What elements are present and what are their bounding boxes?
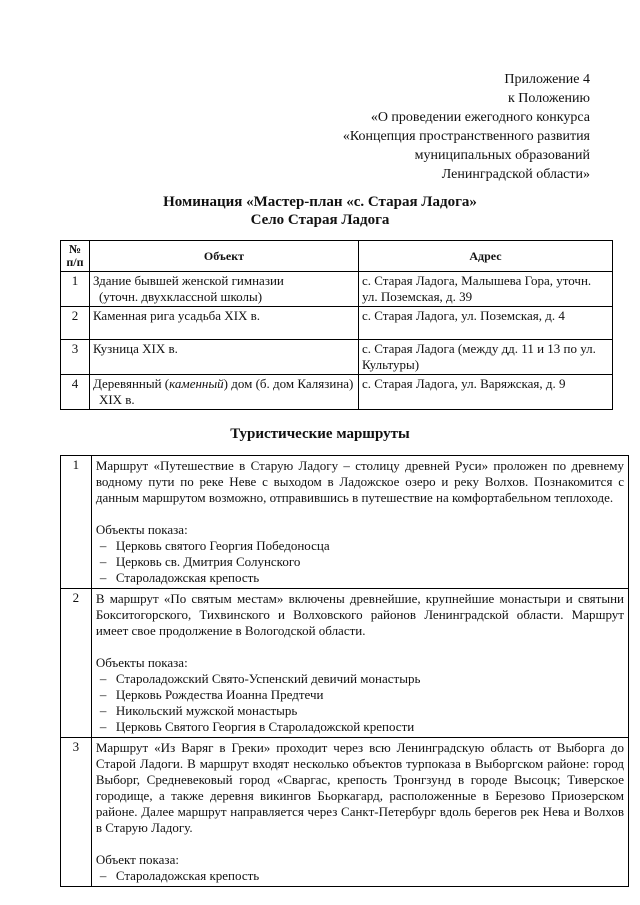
list-item-text: Церковь Святого Георгия в Староладожской крепости bbox=[115, 719, 415, 734]
route-objects-list bbox=[96, 538, 624, 586]
route-description: Маршрут «Путешествие в Старую Ладогу – столицу древней Руси» проложен по древнему водному пути по реке Неве с выходом в Ладожское озеро и реку Волхов. Познакомится с данным маршрутом возможно, отправившись в путешествие на комфортабельном теплоходе. bbox=[95, 458, 624, 505]
appendix-line: Ленинградской области» bbox=[441, 167, 590, 182]
appendix-header bbox=[343, 70, 590, 184]
dash-bullet: – bbox=[99, 687, 107, 702]
appendix-line: «О проведении ежегодного конкурса bbox=[370, 110, 590, 125]
list-item-text: Староладожская крепость bbox=[115, 570, 260, 585]
list-item bbox=[96, 554, 624, 570]
list-item-text: Никольский мужской монастырь bbox=[115, 703, 298, 718]
appendix-line: к Положению bbox=[507, 91, 590, 106]
routes-table bbox=[60, 455, 629, 887]
route-content bbox=[91, 738, 628, 887]
object-name: Здание бывшей женской гимназии bbox=[92, 273, 284, 288]
list-item bbox=[96, 703, 624, 719]
appendix-line: муниципальных образований bbox=[414, 148, 590, 163]
row-num: 2 bbox=[61, 307, 90, 340]
nomination-title: Номинация «Мастер-план «с. Старая Ладога» bbox=[163, 194, 477, 210]
route-content bbox=[91, 456, 628, 589]
object-name: Деревянный (каменный) дом (б. дом Калязина) bbox=[92, 376, 354, 391]
dash-bullet: – bbox=[99, 570, 107, 585]
list-item bbox=[96, 538, 624, 554]
header-address: Адрес bbox=[358, 241, 612, 272]
route-objects-label: Объекты показа: bbox=[95, 522, 188, 537]
list-item-text: Церковь святого Георгия Победоносца bbox=[115, 538, 330, 553]
row-object bbox=[89, 272, 358, 307]
list-item bbox=[96, 719, 624, 735]
objects-table bbox=[60, 240, 613, 410]
dash-bullet: – bbox=[99, 538, 107, 553]
list-item bbox=[96, 687, 624, 703]
dash-bullet: – bbox=[99, 671, 107, 686]
route-num: 1 bbox=[61, 456, 92, 589]
object-note: XIX в. bbox=[98, 392, 135, 407]
route-row bbox=[61, 456, 629, 589]
object-note: (уточн. двухклассной школы) bbox=[98, 289, 263, 304]
route-row bbox=[61, 738, 629, 887]
list-item-text: Церковь Рождества Иоанна Предтечи bbox=[115, 687, 324, 702]
row-num: 1 bbox=[61, 272, 90, 307]
village-title: Село Старая Ладога bbox=[250, 212, 390, 228]
route-num: 2 bbox=[61, 589, 92, 738]
row-num: 3 bbox=[61, 340, 90, 375]
route-content bbox=[91, 589, 628, 738]
dash-bullet: – bbox=[99, 868, 107, 883]
route-description: В маршрут «По святым местам» включены древнейшие, крупнейшие монастыри и святыни Бокситогорского, Тихвинского и Волховского районов Ленинградской области. Маршрут имеет свое продолжение в Вологодской области. bbox=[95, 591, 624, 638]
row-address: с. Старая Ладога, Малышева Гора, уточн. ул. Поземская, д. 39 bbox=[358, 272, 612, 307]
table-row bbox=[61, 272, 613, 307]
route-description: Маршрут «Из Варяг в Греки» проходит через всю Ленинградскую область от Выборга до Старой Ладоги. В маршрут входят несколько объектов турпоказа в Выборгском районе: город Выборг, Средневековый город «Свaргас, крепость Тронгзунд в городе Высоцк; Тиверское городище, а также деревня викингов Бьоркагард, расположенные в Березово Приозерском районе. Далее маршрут направляется через Санкт-Петербург вдоль берегов рек Нева и Волхов в Старую Ладогу. bbox=[95, 740, 624, 835]
table-row bbox=[61, 307, 613, 340]
table-row bbox=[61, 340, 613, 375]
list-item-text: Староладожский Свято-Успенский девичий монастырь bbox=[115, 671, 421, 686]
dash-bullet: – bbox=[99, 703, 107, 718]
row-object bbox=[89, 340, 358, 375]
row-object bbox=[89, 375, 358, 410]
list-item bbox=[96, 868, 624, 884]
list-item bbox=[96, 671, 624, 687]
route-num: 3 bbox=[61, 738, 92, 887]
list-item bbox=[96, 570, 624, 586]
table-row bbox=[61, 375, 613, 410]
object-name-italic: каменный bbox=[169, 376, 224, 391]
route-objects-list bbox=[96, 868, 624, 884]
dash-bullet: – bbox=[99, 719, 107, 734]
row-num: 4 bbox=[61, 375, 90, 410]
appendix-line: «Концепция пространственного развития bbox=[342, 129, 590, 144]
object-name: Каменная рига усадьба XIX в. bbox=[92, 308, 261, 323]
row-address: с. Старая Ладога, ул. Варяжская, д. 9 bbox=[358, 375, 612, 410]
dash-bullet: – bbox=[99, 554, 107, 569]
list-item-text: Церковь св. Дмитрия Солунского bbox=[115, 554, 301, 569]
header-num: № п/п bbox=[61, 241, 90, 272]
route-objects-label: Объект показа: bbox=[95, 852, 179, 867]
route-objects-label: Объекты показа: bbox=[95, 655, 188, 670]
row-address: с. Старая Ладога, ул. Поземская, д. 4 bbox=[358, 307, 612, 340]
objects-table-header bbox=[61, 241, 613, 272]
row-address: с. Старая Ладога (между дд. 11 и 13 по ул. Культуры) bbox=[358, 340, 612, 375]
route-objects-list bbox=[96, 671, 624, 735]
row-object bbox=[89, 307, 358, 340]
routes-title: Туристические маршруты bbox=[230, 426, 410, 442]
appendix-line: Приложение 4 bbox=[504, 72, 590, 87]
header-object: Объект bbox=[89, 241, 358, 272]
object-name: Кузница XIX в. bbox=[92, 341, 178, 356]
list-item-text: Староладожская крепость bbox=[115, 868, 260, 883]
route-row bbox=[61, 589, 629, 738]
